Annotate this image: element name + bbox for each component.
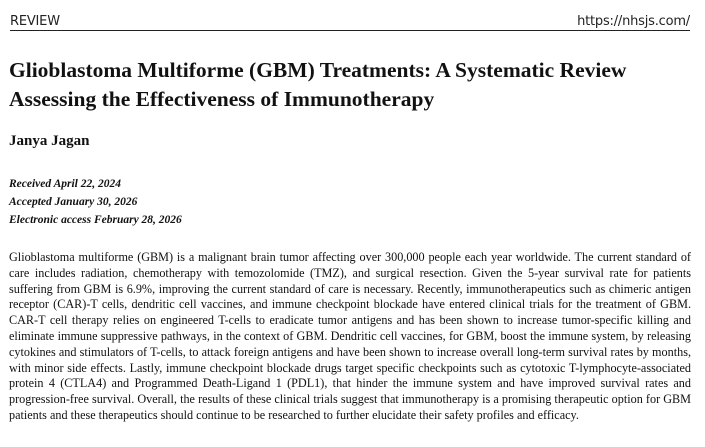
received-date: Received April 22, 2024 [9,178,121,190]
abstract-paragraph: Glioblastoma multiforme (GBM) is a malignant brain tumor affecting over 300,000 people each year worldwide. The current standard of care includes radiation, chemotherapy with temozolomide (TMZ), and surgical resection. Given the 5-year survival rate for patients suffering from GBM is 6.9%, improving the current standard of care is necessary. Recently, immunotherapeutics such as chimeric antigen receptor (CAR)-T cells, dendritic cell vaccines, and immune checkpoint blockade have entered clinical trials for the treatment of GBM. CAR-T cell therapy relies on engineered T-cells to eradicate tumor antigens and has been shown to increase tumor-specific killing and eliminate immune suppressive pathways, in the context of GBM. Dendritic cell vaccines, for GBM, boost the immune system, by releasing cytokines and stimulators of T-cells, to attack foreign antigens and have been shown to increase overall long-term survival rates by months, with minor side effects. Lastly, immune checkpoint blockade drugs target specific checkpoints such as cytotoxic T-lymphocyte-associated protein 4 (CTLA4) and Programmed Death-Ligand 1 (PDL1), that hinder the immune system and have improved survival rates and progression-free survival. Overall, the results of these clinical trials suggest that immunotherapy is a promising therapeutic option for GBM patients and these therapeutics should continue to be researched to further elucidate their safety profiles and efficacy. [9,250,691,422]
publication-dates [9,175,182,229]
running-header [10,9,690,31]
article-title: Glioblastoma Multiforme (GBM) Treatments: A Systematic Review Assessing the Effectiveness of Immunotherapy [9,58,627,111]
accepted-date: Accepted January 30, 2026 [9,196,138,208]
journal-url[interactable]: https://nhsjs.com/ [577,14,690,29]
section-label: REVIEW [10,14,60,29]
electronic-access-date: Electronic access February 28, 2026 [9,214,182,226]
author-name: Janya Jagan [9,133,90,149]
